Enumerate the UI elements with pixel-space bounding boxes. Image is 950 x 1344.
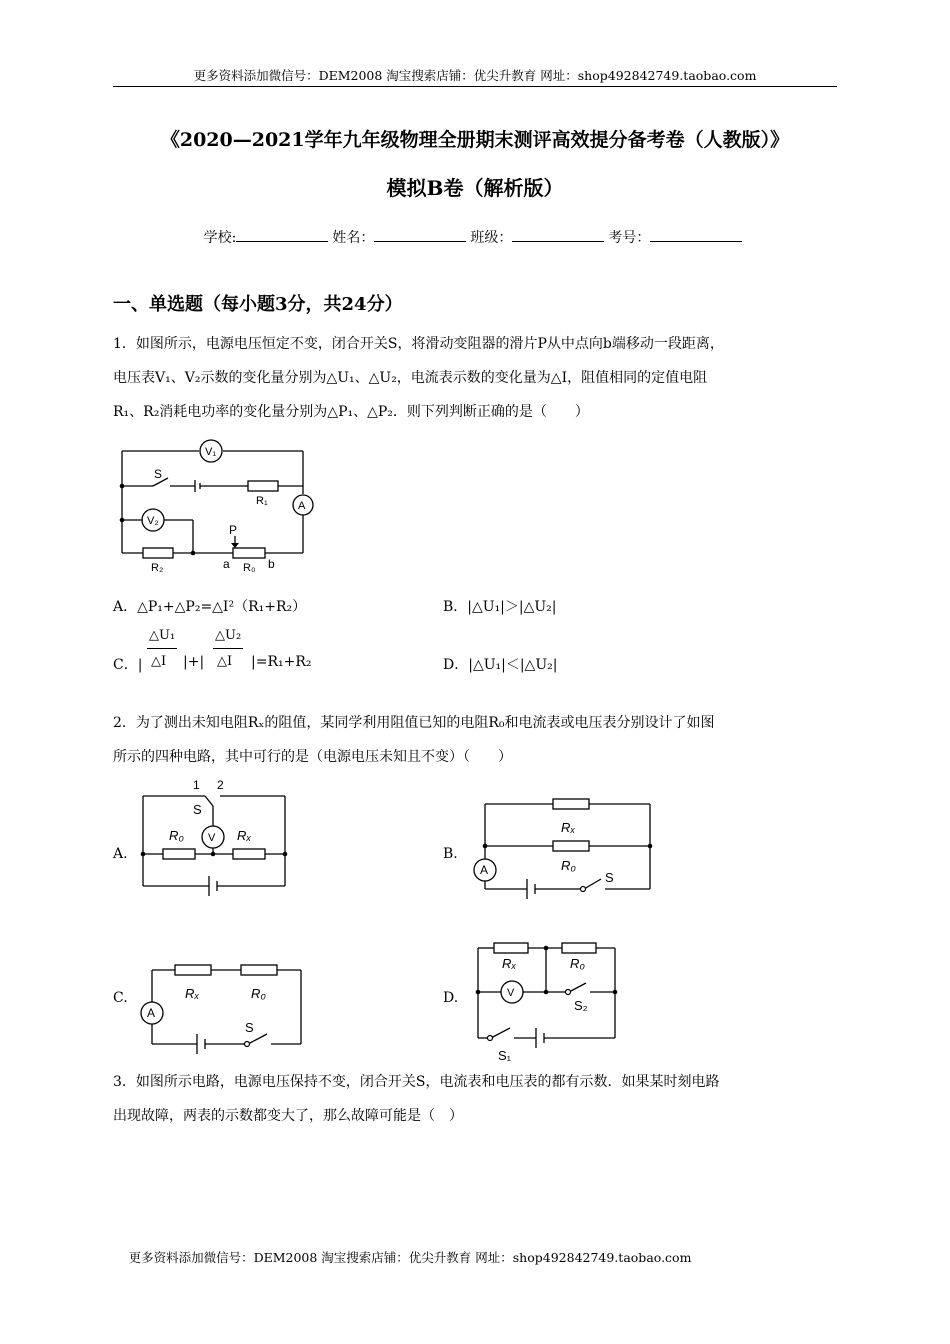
q1-line-2: 电压表V₁、V₂示数的变化量分别为△U₁、△U₂，电流表示数的变化量为△I，阻值相同的定值电阻	[113, 370, 708, 386]
class-blank	[512, 228, 604, 242]
q2b-rx-label: Rₓ	[561, 820, 576, 835]
q2a-s-label: S	[193, 802, 202, 817]
class-label: 班级：	[470, 230, 513, 246]
q1-option-c-fracline2	[213, 648, 243, 649]
exam-no-label: 考号：	[608, 230, 651, 246]
name-blank	[374, 228, 466, 242]
q1-option-c-den2: △I	[217, 654, 233, 669]
q1-fig-a-end-label: a	[223, 557, 230, 571]
q1-option-c-num1: △U₁	[149, 628, 176, 643]
q2-circuit-a	[135, 776, 295, 906]
q1-fig-v1-label: V₁	[205, 446, 217, 458]
q2-line-2: 所示的四种电路，其中可行的是（电源电压未知且不变）（ ）	[113, 749, 512, 765]
q1-line-1: 1．如图所示，电源电压恒定不变，闭合开关S，将滑动变阻器的滑片P从中点向b端移动一段距离，	[113, 336, 724, 352]
q2d-v-label: V	[507, 987, 515, 999]
section-title: 一、单选题（每小题3分，共24分）	[113, 294, 403, 315]
q1-option-c-prefix: C．|	[113, 657, 143, 673]
q1-option-c-den1: △I	[151, 654, 167, 669]
q1-fig-s-label: S	[154, 467, 163, 481]
q2-option-c: C.	[113, 990, 128, 1006]
q2-option-a: A.	[113, 846, 128, 862]
q1-option-c-suffix: |=R₁+R₂	[251, 654, 312, 670]
question-1-text	[113, 327, 843, 429]
q1-circuit-diagram	[113, 438, 323, 574]
q1-option-c-mid: |+|	[183, 654, 205, 670]
q1-fig-r0-label: R₀	[243, 562, 256, 574]
q2a-label-1: 1	[193, 778, 200, 792]
q2d-s1-label: S₁	[498, 1048, 512, 1063]
q2a-label-2: 2	[217, 778, 224, 792]
header-divider	[113, 86, 837, 87]
page-footer: 更多资料添加微信号：DEM2008 淘宝搜索店铺：优尖升教育 网址：shop492842749.taobao.com	[128, 1250, 692, 1265]
document-subtitle: 模拟B卷（解析版）	[386, 176, 564, 200]
q2a-r0-label: R₀	[169, 828, 184, 843]
school-blank	[236, 228, 328, 242]
q2a-rx-label: Rₓ	[237, 828, 252, 843]
q1-option-a: A．△P₁+△P₂=△I²（R₁+R₂）	[113, 599, 307, 615]
q2a-v-label: V	[208, 832, 216, 844]
question-3-text	[113, 1065, 843, 1133]
q1-fig-p-label: P	[229, 523, 238, 537]
q2-circuit-c	[135, 958, 310, 1058]
q2-circuit-d	[470, 938, 630, 1068]
student-info-line	[0, 227, 950, 247]
q2b-a-label: A	[480, 863, 489, 877]
q2d-r0-label: R₀	[570, 956, 585, 971]
q2-line-1: 2．为了测出未知电阻Rₓ的阻值，某同学利用阻值已知的电阻R₀和电流表或电压表分别设计了如图	[113, 715, 715, 731]
question-2-text	[113, 706, 843, 774]
q1-fig-r1-label: R₁	[256, 495, 268, 507]
name-label: 姓名：	[332, 230, 375, 246]
q1-option-c-fracline1	[147, 648, 177, 649]
q1-option-b: B．|△U₁|＞|△U₂|	[443, 599, 557, 615]
q3-line-1: 3．如图所示电路，电源电压保持不变，闭合开关S，电流表和电压表的都有示数．如果某时刻电路	[113, 1074, 720, 1090]
q1-option-d: D．|△U₁|＜|△U₂|	[443, 657, 558, 673]
q2c-a-label: A	[147, 1006, 156, 1020]
school-label: 学校:	[203, 230, 237, 246]
exam-no-blank	[650, 228, 742, 242]
q2d-rx-label: Rₓ	[502, 956, 517, 971]
page-header: 更多资料添加微信号：DEM2008 淘宝搜索店铺：优尖升教育 网址：shop492842749.taobao.com	[193, 68, 757, 83]
q2-circuit-b	[465, 794, 665, 904]
document-title: 《2020—2021学年九年级物理全册期末测评高效提分备考卷（人教版）》	[160, 129, 790, 151]
q2b-r0-label: R₀	[561, 858, 576, 873]
q1-fig-v2-label: V₂	[147, 515, 159, 527]
q1-fig-a-label: A	[298, 500, 306, 512]
q1-fig-r2-label: R₂	[151, 562, 164, 574]
q2b-s-label: S	[605, 870, 614, 885]
q1-option-c-num2: △U₂	[215, 628, 242, 643]
q2d-s2-label: S₂	[574, 998, 588, 1013]
q3-line-2: 出现故障，两表的示数都变大了，那么故障可能是（ ）	[113, 1108, 463, 1124]
q2-option-b: B.	[443, 846, 458, 862]
q2c-r0-label: R₀	[251, 986, 266, 1001]
q2c-s-label: S	[245, 1020, 254, 1035]
q1-line-3: R₁、R₂消耗电功率的变化量分别为△P₁、△P₂．则下列判断正确的是（ ）	[113, 404, 589, 420]
q1-fig-b-end-label: b	[268, 557, 275, 571]
q2-option-d: D.	[443, 990, 459, 1006]
q2c-rx-label: Rₓ	[185, 986, 200, 1001]
